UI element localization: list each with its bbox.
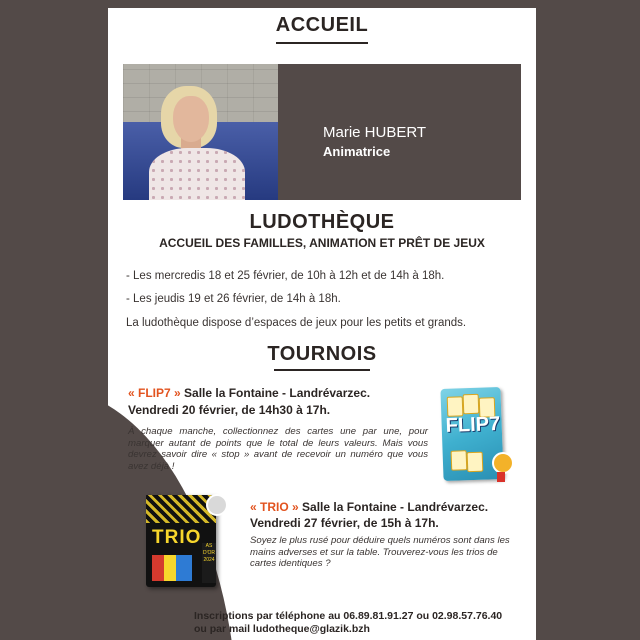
section-title-ludotheque: LUDOTHÈQUE xyxy=(249,211,395,233)
event-game-name: « TRIO » xyxy=(250,500,299,514)
schedule-line: - Les jeudis 19 et 26 février, de 14h à 18h. xyxy=(126,293,341,305)
profile-photo xyxy=(123,64,278,200)
event-heading-trio xyxy=(250,500,488,514)
ludotheque-subtitle: ACCUEIL DES FAMILLES, ANIMATION ET PRÊT DE JEUX xyxy=(159,236,485,250)
profile-name: Marie HUBERT xyxy=(323,124,427,141)
ludotheque-info: La ludothèque dispose d’espaces de jeux pour les petits et grands. xyxy=(126,317,467,329)
title-underline xyxy=(276,42,368,44)
schedule-line: - Les mercredis 18 et 25 février, de 10h à 12h et de 14h à 18h. xyxy=(126,270,445,282)
page-title: ACCUEIL xyxy=(275,14,369,36)
trio-game-box xyxy=(146,495,216,587)
event-place: Salle la Fontaine - Landrévarzec. xyxy=(298,500,489,514)
flip7-box-label: FLIP7 xyxy=(445,413,501,437)
tournois-underline xyxy=(274,369,370,371)
event-description: Soyez le plus rusé pour déduire quels numéros sont dans les mains adverses et sur la table. Trouverez-vous les trios de cartes identiques ? xyxy=(250,535,510,569)
event-game-name: « FLIP7 » xyxy=(128,386,181,400)
profile-banner xyxy=(123,64,521,200)
event-heading-flip7 xyxy=(128,386,370,400)
registration-info xyxy=(194,610,502,636)
as-dor-award-badge: AS D'OR 2024 xyxy=(202,543,216,583)
trio-box-label: TRIO xyxy=(152,527,202,548)
flyer-sheet xyxy=(108,8,536,640)
event-place: Salle la Fontaine - Landrévarzec. xyxy=(180,386,371,400)
profile-role: Animatrice xyxy=(323,144,391,159)
award-ribbon-icon xyxy=(497,472,505,482)
event-date: Vendredi 27 février, de 15h à 17h. xyxy=(250,516,439,530)
section-title-tournois: TOURNOIS xyxy=(267,343,377,365)
event-description: À chaque manche, collectionnez des cartes une par une, pour marquer autant de points que le total de leurs valeurs. Mais vous devrez savoir dire « stop » avant de recevoir un numéro que vous avez déjà ! xyxy=(128,426,428,472)
registration-phone: Inscriptions par téléphone au 06.89.81.91.27 ou 02.98.57.76.40 xyxy=(194,610,503,622)
event-date: Vendredi 20 février, de 14h30 à 17h. xyxy=(128,403,331,417)
registration-mail: ou par mail ludotheque@glazik.bzh xyxy=(194,623,370,635)
award-medal-icon xyxy=(206,494,228,516)
award-medal-icon xyxy=(492,452,514,474)
